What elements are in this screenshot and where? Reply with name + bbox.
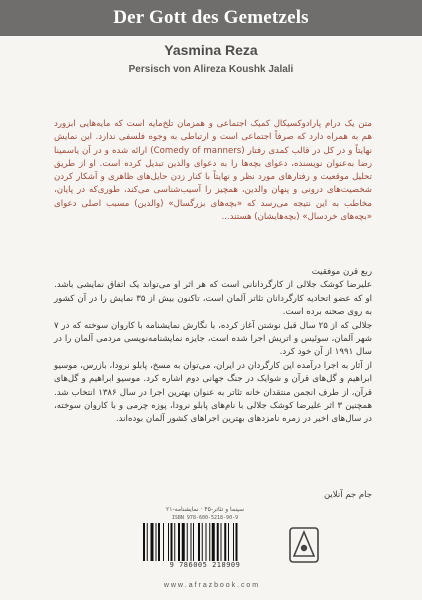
bio-paragraph: از آثار به اجرا درآمده این کارگردان در ایران، می‌توان به مسخ، پابلو نرودا، بازرس، موسیو ابراهیم و گل‌های قرآن و شوایک در جنگ جهانی دوم اشاره کرد. موسیو ابراهیم و گل‌های قرآن، از طرف انجمن منتقدان خانه تئاتر به عنوان بهترین اجرا در سال ۱۳۸۶ انتخاب شد. همچنین ۳ اثر علیرضا کوشک جلالی با نام‌های پابلو نرودا، پوزه چرمی و با کاروان سوخته، در سال‌های اخیر در زمره نامزدهای بهترین اجرا‌های کشور آلمان بوده‌اند. (54, 360, 372, 425)
translator-credit: Persisch von Alireza Koushk Jalali (128, 64, 294, 75)
bio-paragraph: علیرضا کوشک جلالی از کارگردانانی است که هر اثر او می‌تواند یک اتفاق نمایشی باشد. او که عضو اتحادیه کارگردانان تئاتر آلمان است، تاکنون بیش از ۳۵ نمایش را در آن کشور به روی صحنه برده است. (54, 280, 372, 318)
publisher-logo-icon (288, 526, 320, 564)
synopsis-paragraph: متن یک درام پارادوکسیکال کمیک اجتماعی و همزمان تلخ‌مایه است که مایه‌هایی ابزورد هم به همراه دارد که صرفاً اجتماعی است و ارتباطی به وجوه فلسفی ندارد. این نمایش نهایتاً و در کل در قالب کمدی رفتار (Comedy of manners) ارائه شده و در آن یاسمینا رضا به‌عنوان نویسنده، دعوای بچه‌ها را به دعوای والدین تبدیل کرده است. او از طریق تحلیل موقعیت و رفتارهای مورد نظر و نهایتاً با کنار زدن حایل‌های ظاهری و آشکار کردن شخصیت‌های درونی و پنهان والدین، همچیز را آسیب‌شناسی می‌کند، طوری‌که در پایان، مخاطب به این نتیجه می‌رسد که «بچه‌های بزرگسال» (والدین) مسبب اصلی دعوای «بچه‌های خردسال» (بچه‌هایشان) هستند... (54, 119, 372, 223)
book-title: Der Gott des Gemetzels (113, 7, 309, 28)
isbn-label: ISBN 978-600-5218-90-9 (171, 515, 239, 521)
barcode-digits: 9 786005 218909 (169, 561, 241, 569)
bio-heading: ربع قرن موفقیت (311, 267, 372, 277)
title-banner (0, 0, 422, 36)
series-label: سینما و تئاتر-۴۵ · نمایشنامه-۲۱ (166, 506, 244, 513)
publisher-website: w w w . a f r a z b o o k . c o m (163, 582, 259, 589)
author-name: Yasmina Reza (164, 42, 258, 58)
source-signature: جام جم آنلاین (323, 490, 372, 500)
bio-paragraph: جلالی که از ۲۵ سال قبل نوشتن آغاز کرده، با نگارش نمایشنامه با کاروان سوخته که در ۷ شهر آلمان، سوئیس و اتریش اجرا شده است، جایزه نمایشنامه‌نویسی مردمی آلمان را در سال ۱۹۹۱ از آن خود کرد. (54, 320, 373, 358)
barcode-block (130, 506, 330, 576)
barcode-image (142, 523, 268, 561)
bio-section (54, 266, 372, 427)
